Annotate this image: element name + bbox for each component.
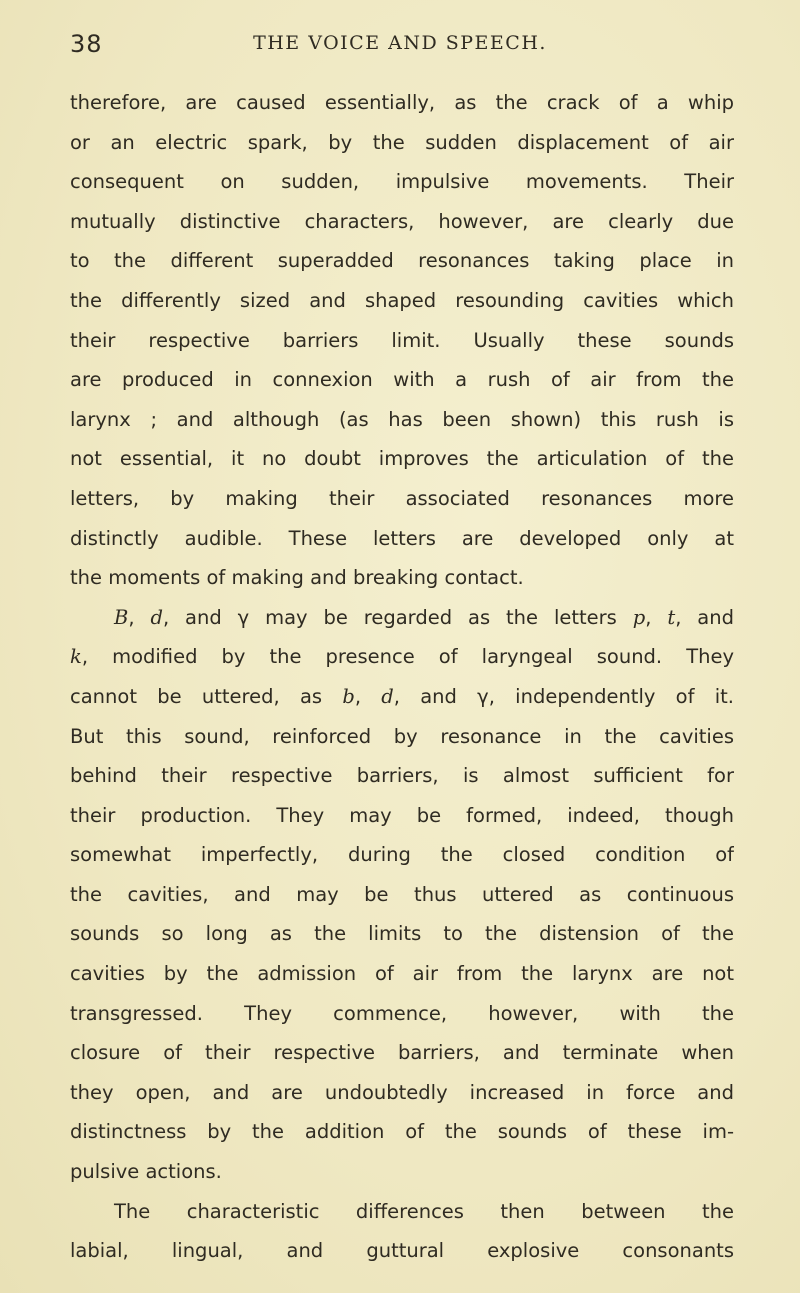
text-line: the differently sized and shaped resounding cavities which [70, 288, 734, 312]
italic-letter: B [114, 605, 129, 629]
text-line: pulsive actions. [70, 1160, 222, 1184]
text-run: , and [675, 605, 734, 629]
text-line: The characteristic differences then between the [114, 1199, 734, 1223]
text-line: not essential, it no doubt improves the articulation of the [70, 447, 734, 471]
page-header [70, 30, 730, 60]
text-line: mutually distinctive characters, however, are clearly due [70, 209, 734, 233]
italic-letter: p [632, 605, 646, 629]
text-run: , and γ may be regarded as the letters [162, 605, 633, 629]
text-line [70, 637, 734, 677]
page-number: 38 [70, 30, 103, 58]
text-line: labial, lingual, and guttural explosive consonants [70, 1239, 734, 1263]
italic-letter: b [342, 684, 355, 708]
text-line [70, 598, 734, 638]
text-line: their production. They may be formed, indeed, though [70, 803, 734, 827]
text-line: distinctly audible. These letters are developed only at [70, 526, 734, 550]
text-line: cavities by the admission of air from the larynx are not [70, 962, 734, 986]
text-line [70, 677, 734, 717]
text-line: their respective barriers limit. Usually these sounds [70, 328, 734, 352]
text-line: therefore, are caused essentially, as the crack of a whip [70, 91, 734, 114]
text-line: the cavities, and may be thus uttered as continuous [70, 882, 734, 906]
text-line: or an electric spark, by the sudden displacement of air [70, 130, 734, 154]
italic-letter: k [70, 645, 82, 669]
text-line: transgressed. They commence, however, with the [70, 1001, 734, 1025]
text-run: , [354, 684, 382, 708]
italic-letter: d [381, 684, 394, 708]
text-line: the moments of making and breaking contact. [70, 566, 524, 590]
text-line: But this sound, reinforced by resonance in the cavities [70, 724, 734, 748]
italic-letter: t [667, 605, 676, 629]
text-line: behind their respective barriers, is almost sufficient for [70, 764, 734, 788]
running-head: THE VOICE AND SPEECH. [253, 32, 547, 54]
text-line: they open, and are undoubtedly increased in force and [70, 1080, 734, 1104]
text-line: larynx ; and although (as has been shown) this rush is [70, 407, 734, 431]
text-line: are produced in connexion with a rush of air from the [70, 368, 734, 392]
text-run: cannot be uttered, as [70, 684, 343, 708]
text-line: closure of their respective barriers, and terminate when [70, 1041, 734, 1065]
text-line: letters, by making their associated resonances more [70, 486, 734, 510]
text-line: consequent on sudden, impulsive movements. Their [70, 170, 734, 194]
text-line: to the different superadded resonances taking place in [70, 249, 734, 273]
text-line: sounds so long as the limits to the distension of the [70, 922, 734, 946]
italic-letter: d [150, 605, 163, 629]
text-line: somewhat imperfectly, during the closed condition of [70, 843, 734, 867]
body-text [70, 83, 734, 1271]
text-line: distinctness by the addition of the sounds of these im- [70, 1120, 734, 1144]
text-run: , [128, 605, 151, 629]
text-run: , and γ, independently of it. [393, 684, 734, 708]
text-run: , [645, 605, 668, 629]
text-run: , modified by the presence of laryngeal sound. They [81, 645, 734, 669]
